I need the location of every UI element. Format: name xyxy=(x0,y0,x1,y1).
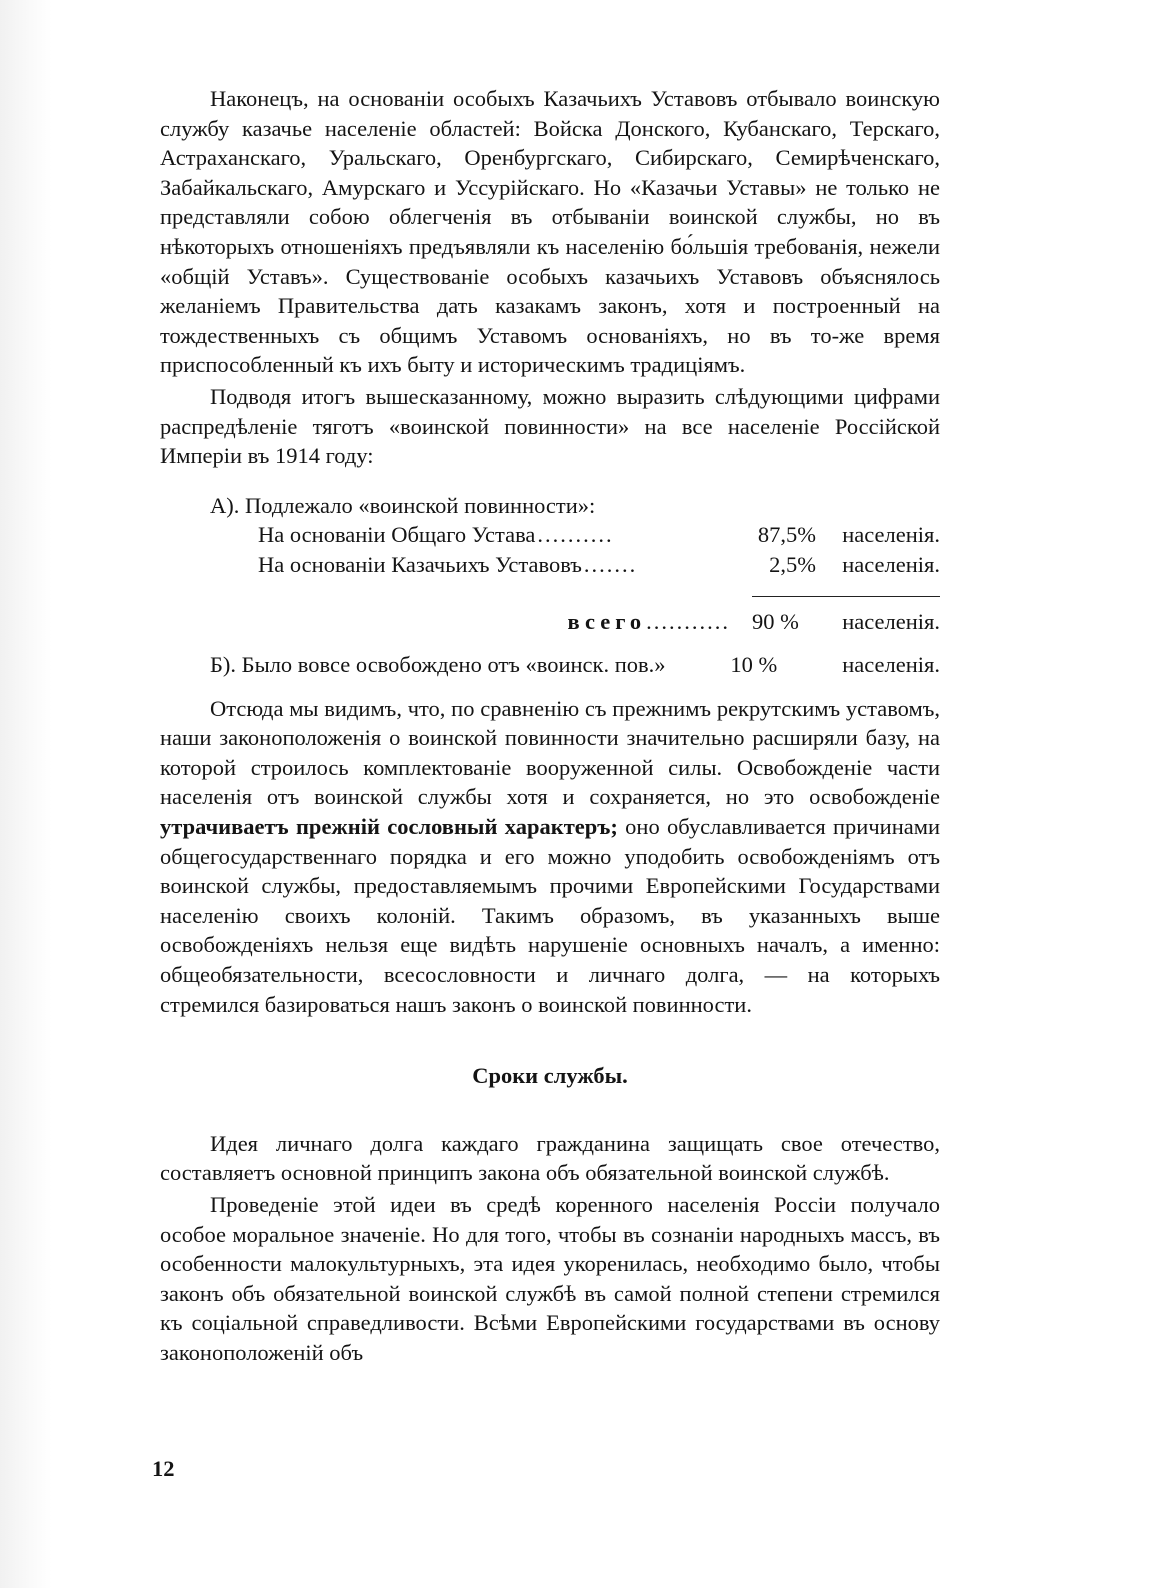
stat-row-unit: населенія. xyxy=(842,551,940,577)
stat-row-general-statute xyxy=(160,520,940,550)
paragraph-summary-intro: Подводя итогъ вышесказанному, можно выразить слѣдующими цифрами распредѣленіе тяготъ «воинской повинности» на все населеніе Россійской Имперіи въ 1914 году: xyxy=(160,383,940,469)
stat-row-label: На основаніи Общаго Устава xyxy=(258,522,536,548)
stat-header-a: А). Подлежало «воинской повинности»: xyxy=(210,492,596,518)
paragraph-personal-duty: Идея личнаго долга каждаго гражданина защищать свое отечество, составляетъ основной принципъ закона объ обязательной воинской службѣ. xyxy=(160,1130,940,1186)
leader-dots: ....... xyxy=(583,551,638,577)
page-edge-shadow xyxy=(0,0,52,1588)
total-unit: населенія. xyxy=(842,608,940,634)
total-value: 90 % xyxy=(752,608,799,634)
stat-row-cossack-statutes xyxy=(160,550,940,580)
exempt-value: 10 % xyxy=(730,652,778,678)
exempt-label: Б). Было вовсе освобождено отъ «воинск. пов.» xyxy=(210,652,666,678)
paragraph-conclusion xyxy=(160,694,940,1020)
section-title: Сроки службы. xyxy=(472,1063,628,1089)
conclusion-text-end: оно обуславливается причинами общегосударственнаго порядка и его можно уподобить освобожденіямъ отъ воинской службы, предоставляемымъ прочими Европейскими Государствами населенію своихъ колоній. Такимъ образомъ, въ указанныхъ выше освобожденіяхъ нельзя еще видѣть нарушеніе основныхъ началъ, а именно: общеобязательности, всесословности и личнаго долга, — на которыхъ стремился базироваться нашъ законъ о воинской повинности. xyxy=(160,814,940,1017)
total-label: всего xyxy=(567,608,647,634)
paragraph-cossack-statutes: Наконецъ, на основаніи особыхъ Казачьихъ Уставовъ отбывало воинскую службу казачье населеніе областей: Войска Донского, Кубанскаго, Терскаго, Астраханскаго, Уральскаго, Оренбургскаго, Сибирскаго, Семирѣченскаго, Забайкальскаго, Амурскаго и Уссурійскаго. Но «Казачьи Уставы» не только не представляли собою облегченія въ отбываніи воинской службы, но въ нѣкоторыхъ отношеніяхъ предъявляли къ населенію бо́льшія требованія, нежели «общій Уставъ». Существованіе особыхъ казачьихъ Уставовъ объяснялось желаніемъ Правительства дать казакамъ законъ, хотя и построенный на тождественныхъ съ общимъ Уставомъ основаніяхъ, но въ то-же время приспособленный къ ихъ быту и историческимъ традиціямъ. xyxy=(160,86,940,378)
stat-row-exempt xyxy=(160,650,940,680)
page-body xyxy=(160,84,940,1368)
leader-dots: ........... xyxy=(646,608,730,634)
stat-row-label: На основаніи Казачьихъ Уставовъ xyxy=(258,551,582,577)
conclusion-text-start: Отсюда мы видимъ, что, по сравненію съ прежнимъ рекрутскимъ уставомъ, наши законоположенія о воинской повинности значительно расширяли базу, на которой строилось комплектованіе вооруженной силы. Освобожденіе части населенія отъ воинской службы хотя и сохраняется, но это освобожденіе xyxy=(160,695,940,810)
sum-rule xyxy=(752,596,940,597)
leader-dots: .......... xyxy=(537,522,614,548)
stat-row-value: 2,5% xyxy=(769,551,816,577)
exempt-unit: населенія. xyxy=(842,652,940,678)
paragraph-social-justice: Проведеніе этой идеи въ средѣ коренного населенія Россіи получало особое моральное значеніе. Но для того, чтобы въ сознаніи народныхъ массъ, въ особенности малокультурныхъ, эта идея укоренилась, необходимо было, чтобы законъ объ обязательной воинской службѣ въ самой полной степени стремился къ соціальной справедливости. Всѣми Европейскими государствами въ основу законоположеній объ xyxy=(160,1192,940,1365)
stat-row-unit: населенія. xyxy=(842,522,940,548)
conclusion-bold-phrase: утрачиваетъ прежній сословный характеръ; xyxy=(160,814,618,840)
page-number: 12 xyxy=(152,1456,175,1481)
stat-row-value: 87,5% xyxy=(757,522,816,548)
statistics-block xyxy=(160,491,940,680)
stat-total-row xyxy=(160,607,940,637)
